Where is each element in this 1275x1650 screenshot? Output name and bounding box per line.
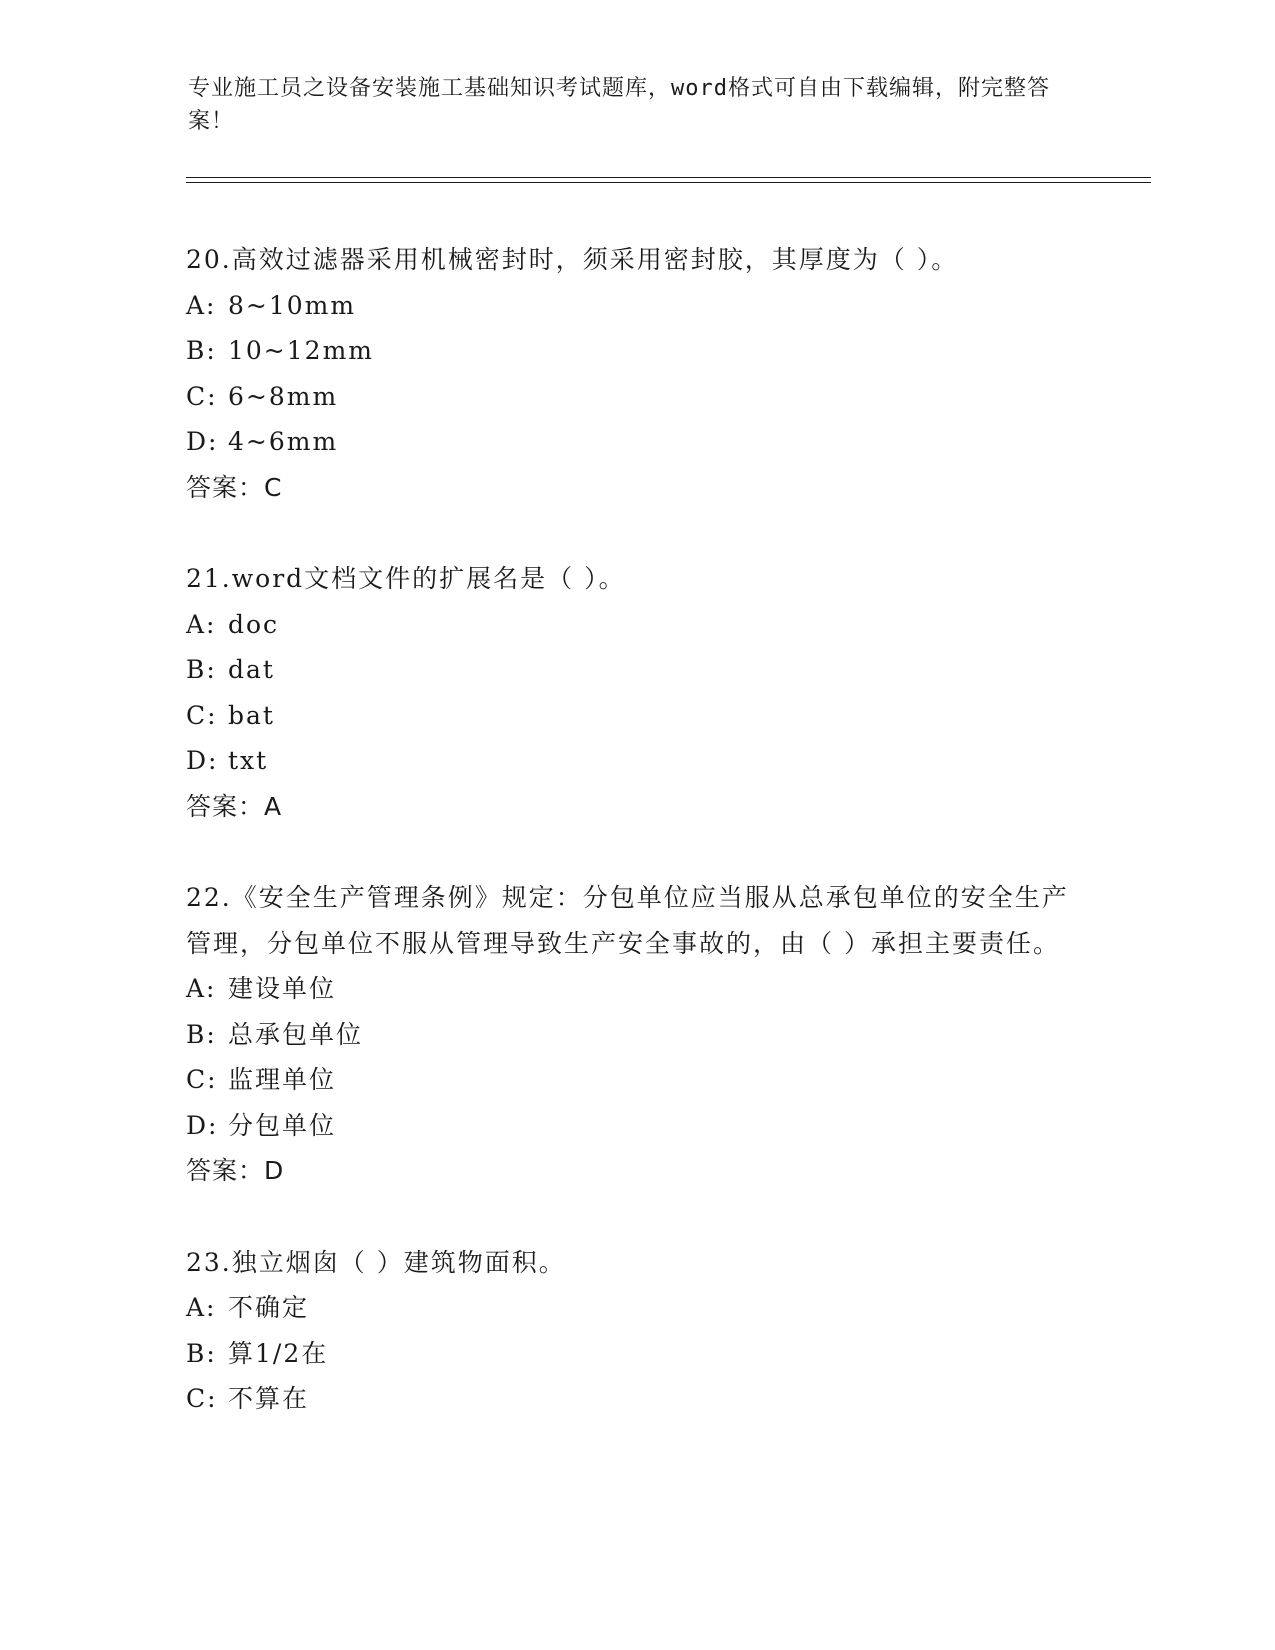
option-key: B: [186, 336, 217, 365]
option-c [186, 1057, 1086, 1103]
option-key: A: [186, 290, 217, 320]
option-d [186, 738, 1086, 784]
question-stem: 22.《安全生产管理条例》规定：分包单位应当服从总承包单位的安全生产管理，分包单位不服从管理导致生产安全事故的，由（ ）承担主要责任。 [186, 883, 1069, 958]
question-20 [186, 237, 1086, 510]
option-text: 8~10mm [228, 290, 357, 320]
option-text: txt [228, 746, 269, 775]
option-c [186, 374, 1086, 420]
option-text: dat [228, 655, 275, 684]
question-21 [186, 556, 1086, 829]
option-text: 4~6mm [228, 427, 339, 456]
option-key: B: [186, 1019, 217, 1049]
answer-label: 答案：D [186, 1156, 285, 1185]
option-text: 总承包单位 [228, 1019, 364, 1049]
option-d [186, 1103, 1086, 1149]
option-key: D: [186, 746, 219, 775]
option-text: 10~12mm [228, 336, 374, 365]
header-divider-bottom [186, 182, 1151, 183]
option-c [186, 1376, 1086, 1422]
answer-label: 答案：C [186, 472, 283, 502]
question-list [186, 237, 1086, 1468]
document-header: 专业施工员之设备安装施工基础知识考试题库，word格式可自由下载编辑，附完整答案！ [188, 76, 1050, 134]
option-text: 不算在 [228, 1384, 310, 1413]
option-key: A: [186, 974, 217, 1003]
option-text: doc [228, 609, 280, 639]
option-a [186, 602, 1086, 648]
question-22 [186, 875, 1086, 1194]
answer-label: 答案：A [186, 791, 283, 821]
question-stem: 21.word文档文件的扩展名是（ ）。 [186, 564, 626, 593]
option-key: A: [186, 1293, 217, 1322]
option-key: C: [186, 381, 218, 411]
option-b [186, 1331, 1086, 1377]
option-a [186, 1285, 1086, 1331]
option-key: C: [186, 1065, 218, 1094]
option-key: C: [186, 1384, 218, 1413]
question-stem: 20.高效过滤器采用机械密封时，须采用密封胶，其厚度为（ ）。 [186, 245, 959, 274]
question-23 [186, 1240, 1086, 1422]
option-b [186, 647, 1086, 693]
header-divider-top [186, 177, 1151, 178]
option-a [186, 283, 1086, 329]
option-text: bat [228, 700, 275, 730]
option-key: D: [186, 427, 219, 456]
option-key: C: [186, 700, 218, 730]
question-stem: 23.独立烟囱（ ）建筑物面积。 [186, 1247, 566, 1277]
option-text: 监理单位 [228, 1065, 337, 1094]
option-key: B: [186, 655, 217, 684]
option-text: 不确定 [228, 1293, 310, 1322]
option-c [186, 693, 1086, 739]
option-key: D: [186, 1110, 219, 1140]
option-text: 分包单位 [228, 1110, 337, 1140]
option-key: B: [186, 1338, 217, 1368]
option-key: A: [186, 609, 217, 639]
option-text: 建设单位 [228, 974, 337, 1003]
option-a [186, 966, 1086, 1012]
option-b [186, 1012, 1086, 1058]
option-b [186, 328, 1086, 374]
option-text: 算1/2在 [228, 1338, 329, 1368]
option-d [186, 419, 1086, 465]
option-text: 6~8mm [228, 381, 339, 411]
